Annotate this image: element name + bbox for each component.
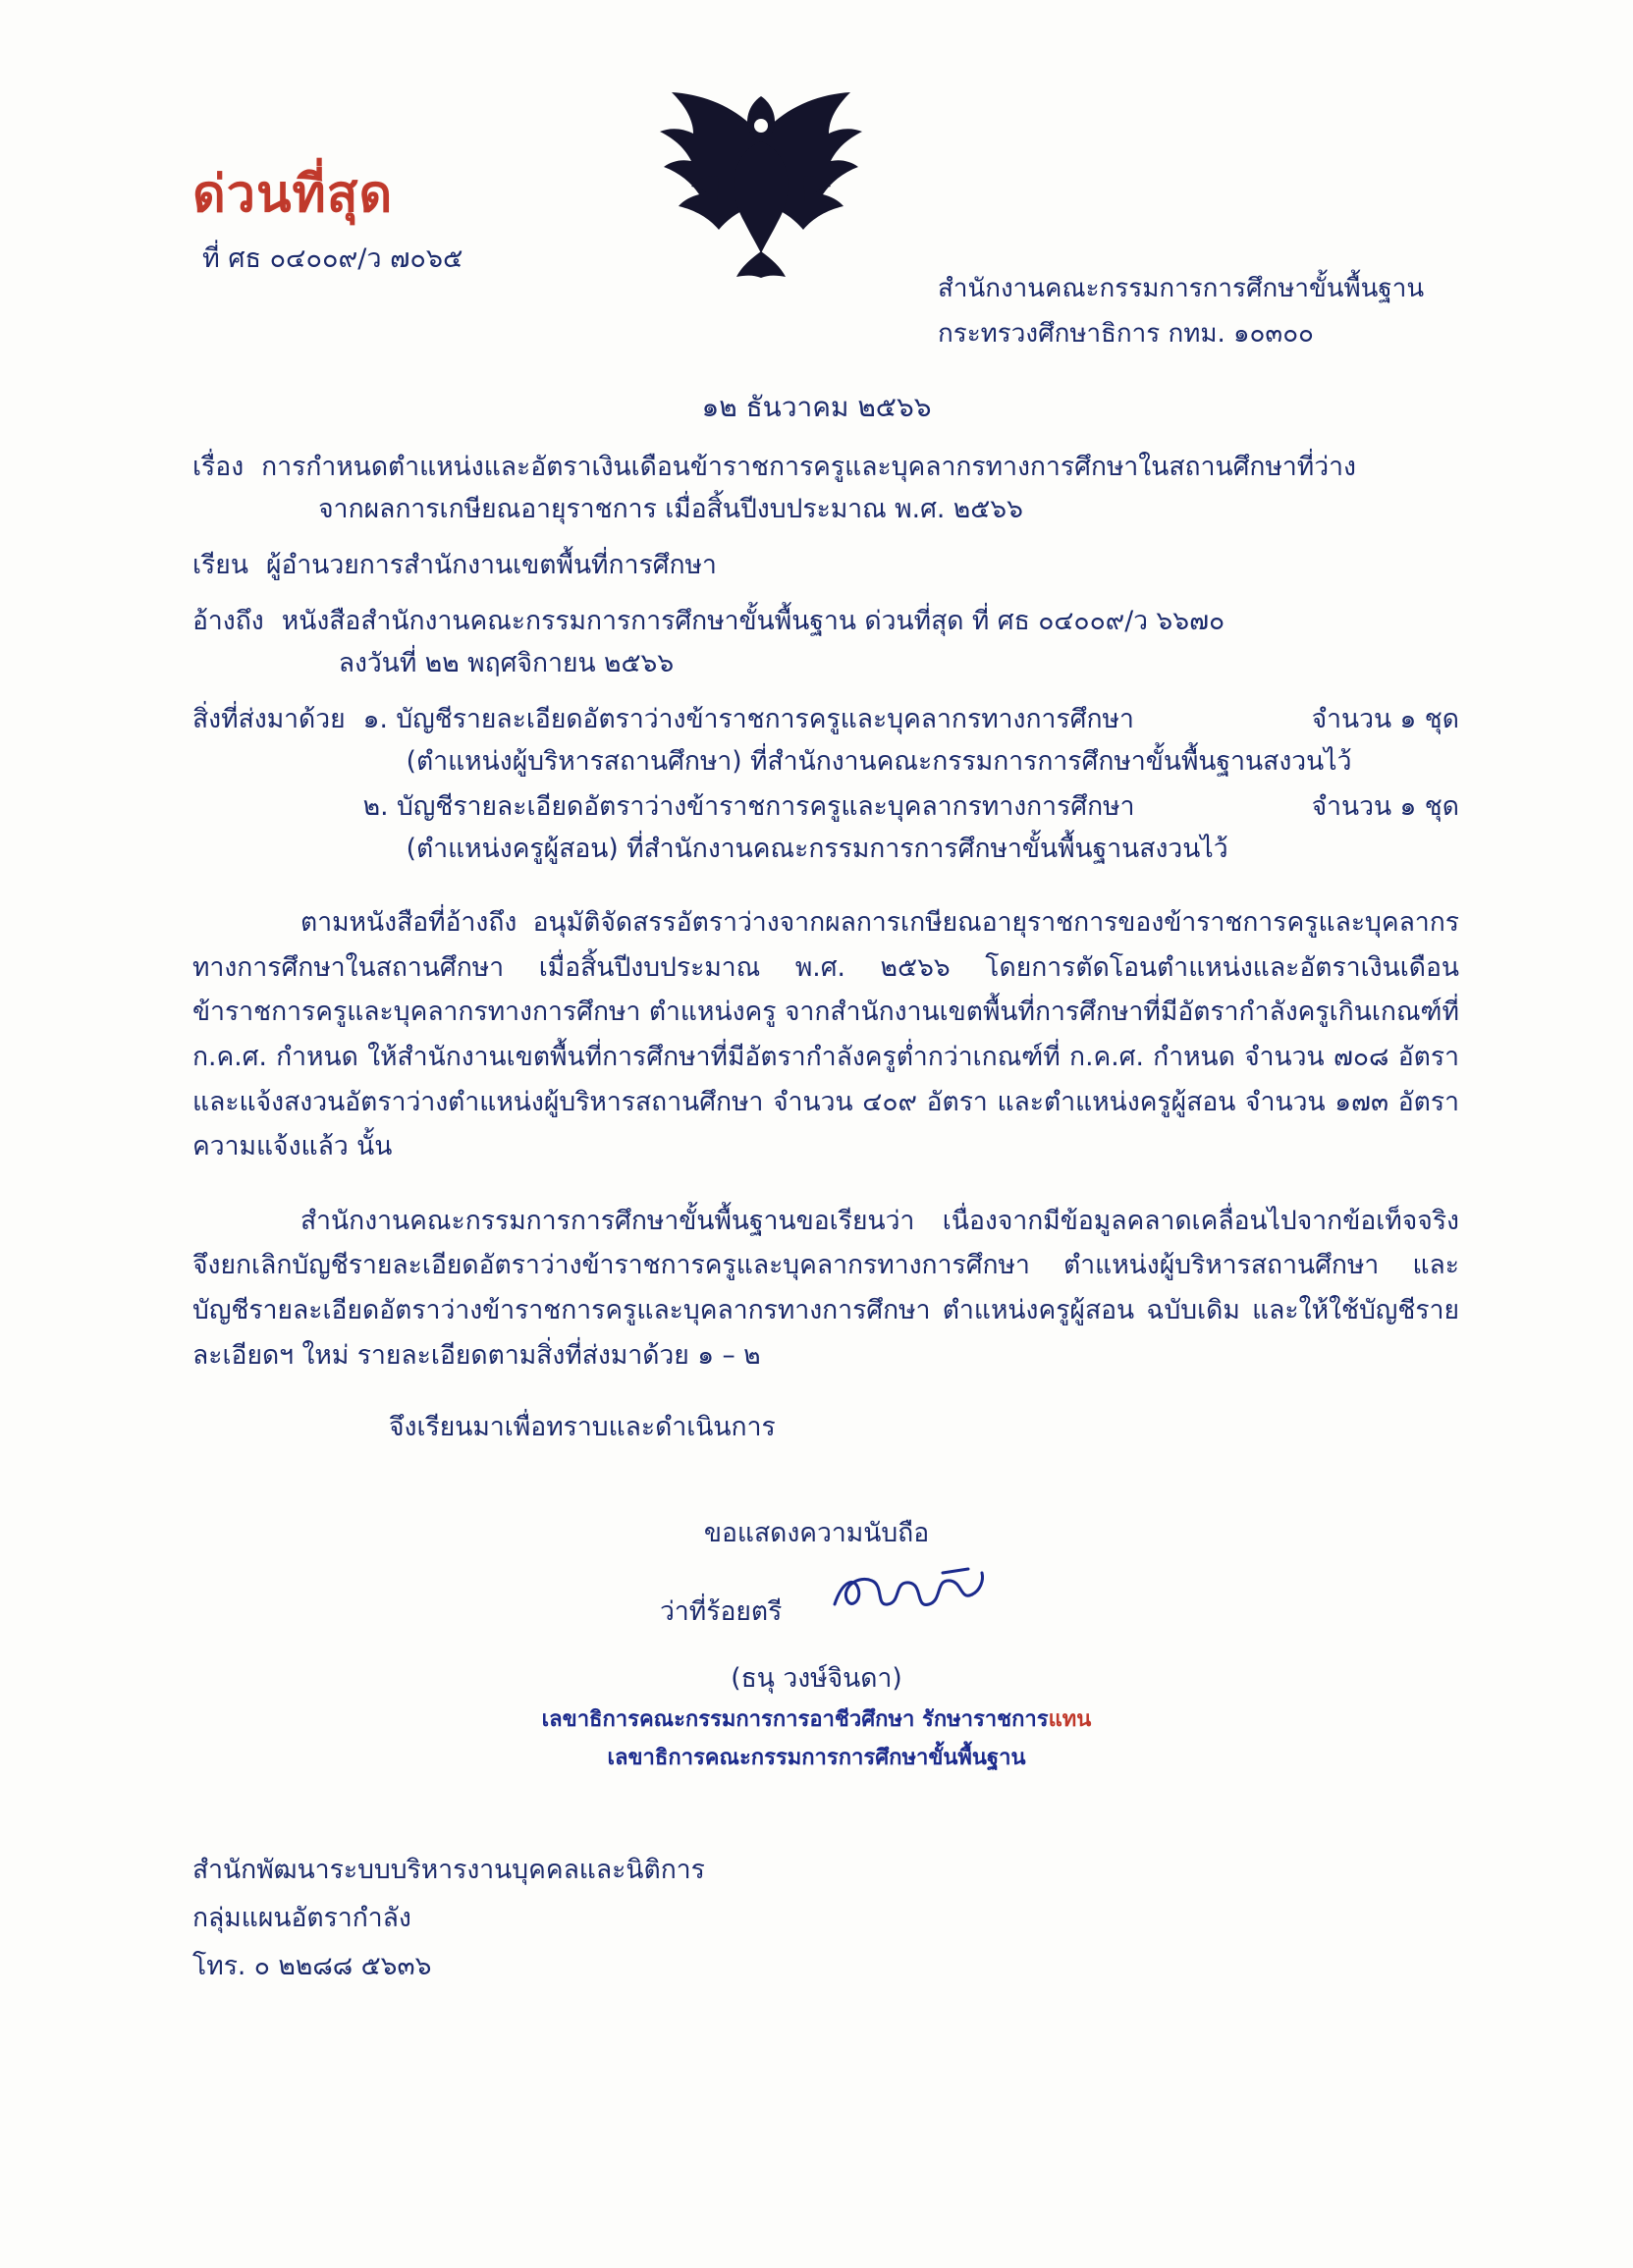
attachment-text: ๒. บัญชีรายละเอียดอัตราว่างข้าราชการครูและบุคลากรทางการศึกษา <box>362 791 1135 823</box>
reference-line-2: ลงวันที่ ๒๒ พฤศจิกายน ๒๕๖๖ <box>338 647 675 678</box>
body-paragraph-2: สำนักงานคณะกรรมการการศึกษาขั้นพื้นฐานขอเรียนว่า เนื่องจากมีข้อมูลคลาดเคลื่อนไปจากข้อเท็จจริง จึงยกเลิกบัญชีรายละเอียดอัตราว่างข้าราชการครูและบุคลากรทางการศึกษา ตำแหน่งผู้บริหารสถานศึกษา และบัญชีรายละเอียดอัตราว่างข้าราชการครูและบุคลากรทางการศึกษา ตำแหน่งครูผู้สอน ฉบับเดิม และให้ใช้บัญชีรายละเอียดฯ ใหม่ รายละเอียดตามสิ่งที่ส่งมาด้วย ๑ – ๒ <box>192 1205 1459 1371</box>
subject-label: เรื่อง <box>192 452 245 482</box>
subject-row <box>192 447 1459 531</box>
attachments-list <box>363 699 1459 876</box>
organization-block <box>938 267 1424 356</box>
attachment-item <box>363 786 1459 871</box>
footer-contact <box>192 1846 705 1990</box>
subject-line-1: การกำหนดตำแหน่งและอัตราเงินเดือนข้าราชการครูและบุคลากรทางการศึกษาในสถานศึกษาที่ว่าง <box>261 452 1356 482</box>
garuda-emblem-icon <box>648 79 874 295</box>
signer-title-line-1 <box>0 1701 1633 1736</box>
subject-line-2: จากผลการเกษียณอายุราชการ เมื่อสิ้นปีงบประมาณ พ.ศ. ๒๕๖๖ <box>318 493 1023 524</box>
reference-value <box>282 601 1459 685</box>
attachments-row <box>192 699 1459 876</box>
signer-name: (ธนุ วงษ์จินดา) <box>731 1663 902 1694</box>
org-line-1: สำนักงานคณะกรรมการการศึกษาขั้นพื้นฐาน <box>938 274 1425 303</box>
addressee-value: ผู้อำนวยการสำนักงานเขตพื้นที่การศึกษา <box>265 549 717 580</box>
attachments-label: สิ่งที่ส่งมาด้วย <box>192 703 346 734</box>
org-line-2: กระทรวงศึกษาธิการ กทม. ๑๐๓๐๐ <box>938 318 1314 349</box>
document-number: ที่ ศธ ๐๔๐๐๙/ว ๗๐๖๕ <box>202 243 463 275</box>
footer-line-1: สำนักพัฒนาระบบบริหารงานบุคคลและนิติการ <box>192 1855 705 1885</box>
document-body <box>192 447 1459 1476</box>
addressee-label: เรียน <box>192 549 248 580</box>
signer-title-line-2: เลขาธิการคณะกรรมการการศึกษาขั้นพื้นฐาน <box>607 1746 1026 1770</box>
document-date: ๑๒ ธันวาคม ๒๕๖๖ <box>701 391 932 423</box>
closing-sentence: จึงเรียนมาเพื่อทราบและดำเนินการ <box>389 1412 776 1443</box>
footer-line-3: โทร. ๐ ๒๒๘๘ ๕๖๓๖ <box>192 1951 432 1982</box>
signer-rank: ว่าที่ร้อยตรี <box>660 1596 783 1627</box>
regards-line: ขอแสดงความนับถือ <box>703 1518 930 1548</box>
urgent-label: ด่วนที่สุด <box>192 165 394 224</box>
attachment-quantity: จำนวน ๑ ชุด <box>1311 703 1459 734</box>
signer-title-acting: แทน <box>1048 1707 1092 1732</box>
reference-label: อ้างถึง <box>192 605 264 636</box>
attachment-subtext: (ตำแหน่งครูผู้สอน) ที่สำนักงานคณะกรรมการการศึกษาขั้นพื้นฐานสงวนไว้ <box>406 834 1228 865</box>
header-left-block <box>192 167 605 279</box>
reference-row <box>192 601 1459 685</box>
body-paragraph-1: ตามหนังสือที่อ้างถึง อนุมัติจัดสรรอัตราว่างจากผลการเกษียณอายุราชการของข้าราชการครูและบุคลากรทางการศึกษาในสถานศึกษา เมื่อสิ้นปีงบประมาณ พ.ศ. ๒๕๖๖ โดยการตัดโอนตำแหน่งและอัตราเงินเดือนข้าราชการครูและบุคลากรทางการศึกษา ตำแหน่งครู จากสำนักงานเขตพื้นที่การศึกษาที่มีอัตรากำลังครูเกินเกณฑ์ที่ ก.ค.ศ. กำหนด ให้สำนักงานเขตพื้นที่การศึกษาที่มีอัตรากำลังครูต่ำกว่าเกณฑ์ที่ ก.ค.ศ. กำหนด จำนวน ๗๐๘ อัตรา และแจ้งสงวนอัตราว่างตำแหน่งผู้บริหารสถานศึกษา จำนวน ๔๐๙ อัตรา และตำแหน่งครูผู้สอน จำนวน ๑๗๓ อัตรา ความแจ้งแล้ว นั้น <box>192 907 1459 1162</box>
attachment-text: ๑. บัญชีรายละเอียดอัตราว่างข้าราชการครูและบุคลากรทางการศึกษา <box>362 703 1134 734</box>
attachment-quantity: จำนวน ๑ ชุด <box>1311 791 1459 823</box>
footer-line-2: กลุ่มแผนอัตรากำลัง <box>192 1903 411 1934</box>
addressee-row <box>192 545 1459 587</box>
attachment-item <box>363 699 1459 783</box>
handwritten-signature-icon <box>825 1561 1002 1630</box>
attachment-subtext: (ตำแหน่งผู้บริหารสถานศึกษา) ที่สำนักงานคณะกรรมการการศึกษาขั้นพื้นฐานสงวนไว้ <box>406 745 1352 777</box>
subject-value <box>261 447 1459 531</box>
signer-title-main: เลขาธิการคณะกรรมการการอาชีวศึกษา รักษาราชการ <box>541 1707 1049 1732</box>
reference-line-1: หนังสือสำนักงานคณะกรรมการการศึกษาขั้นพื้นฐาน ด่วนที่สุด ที่ ศธ ๐๔๐๐๙/ว ๖๖๗๐ <box>281 605 1225 636</box>
